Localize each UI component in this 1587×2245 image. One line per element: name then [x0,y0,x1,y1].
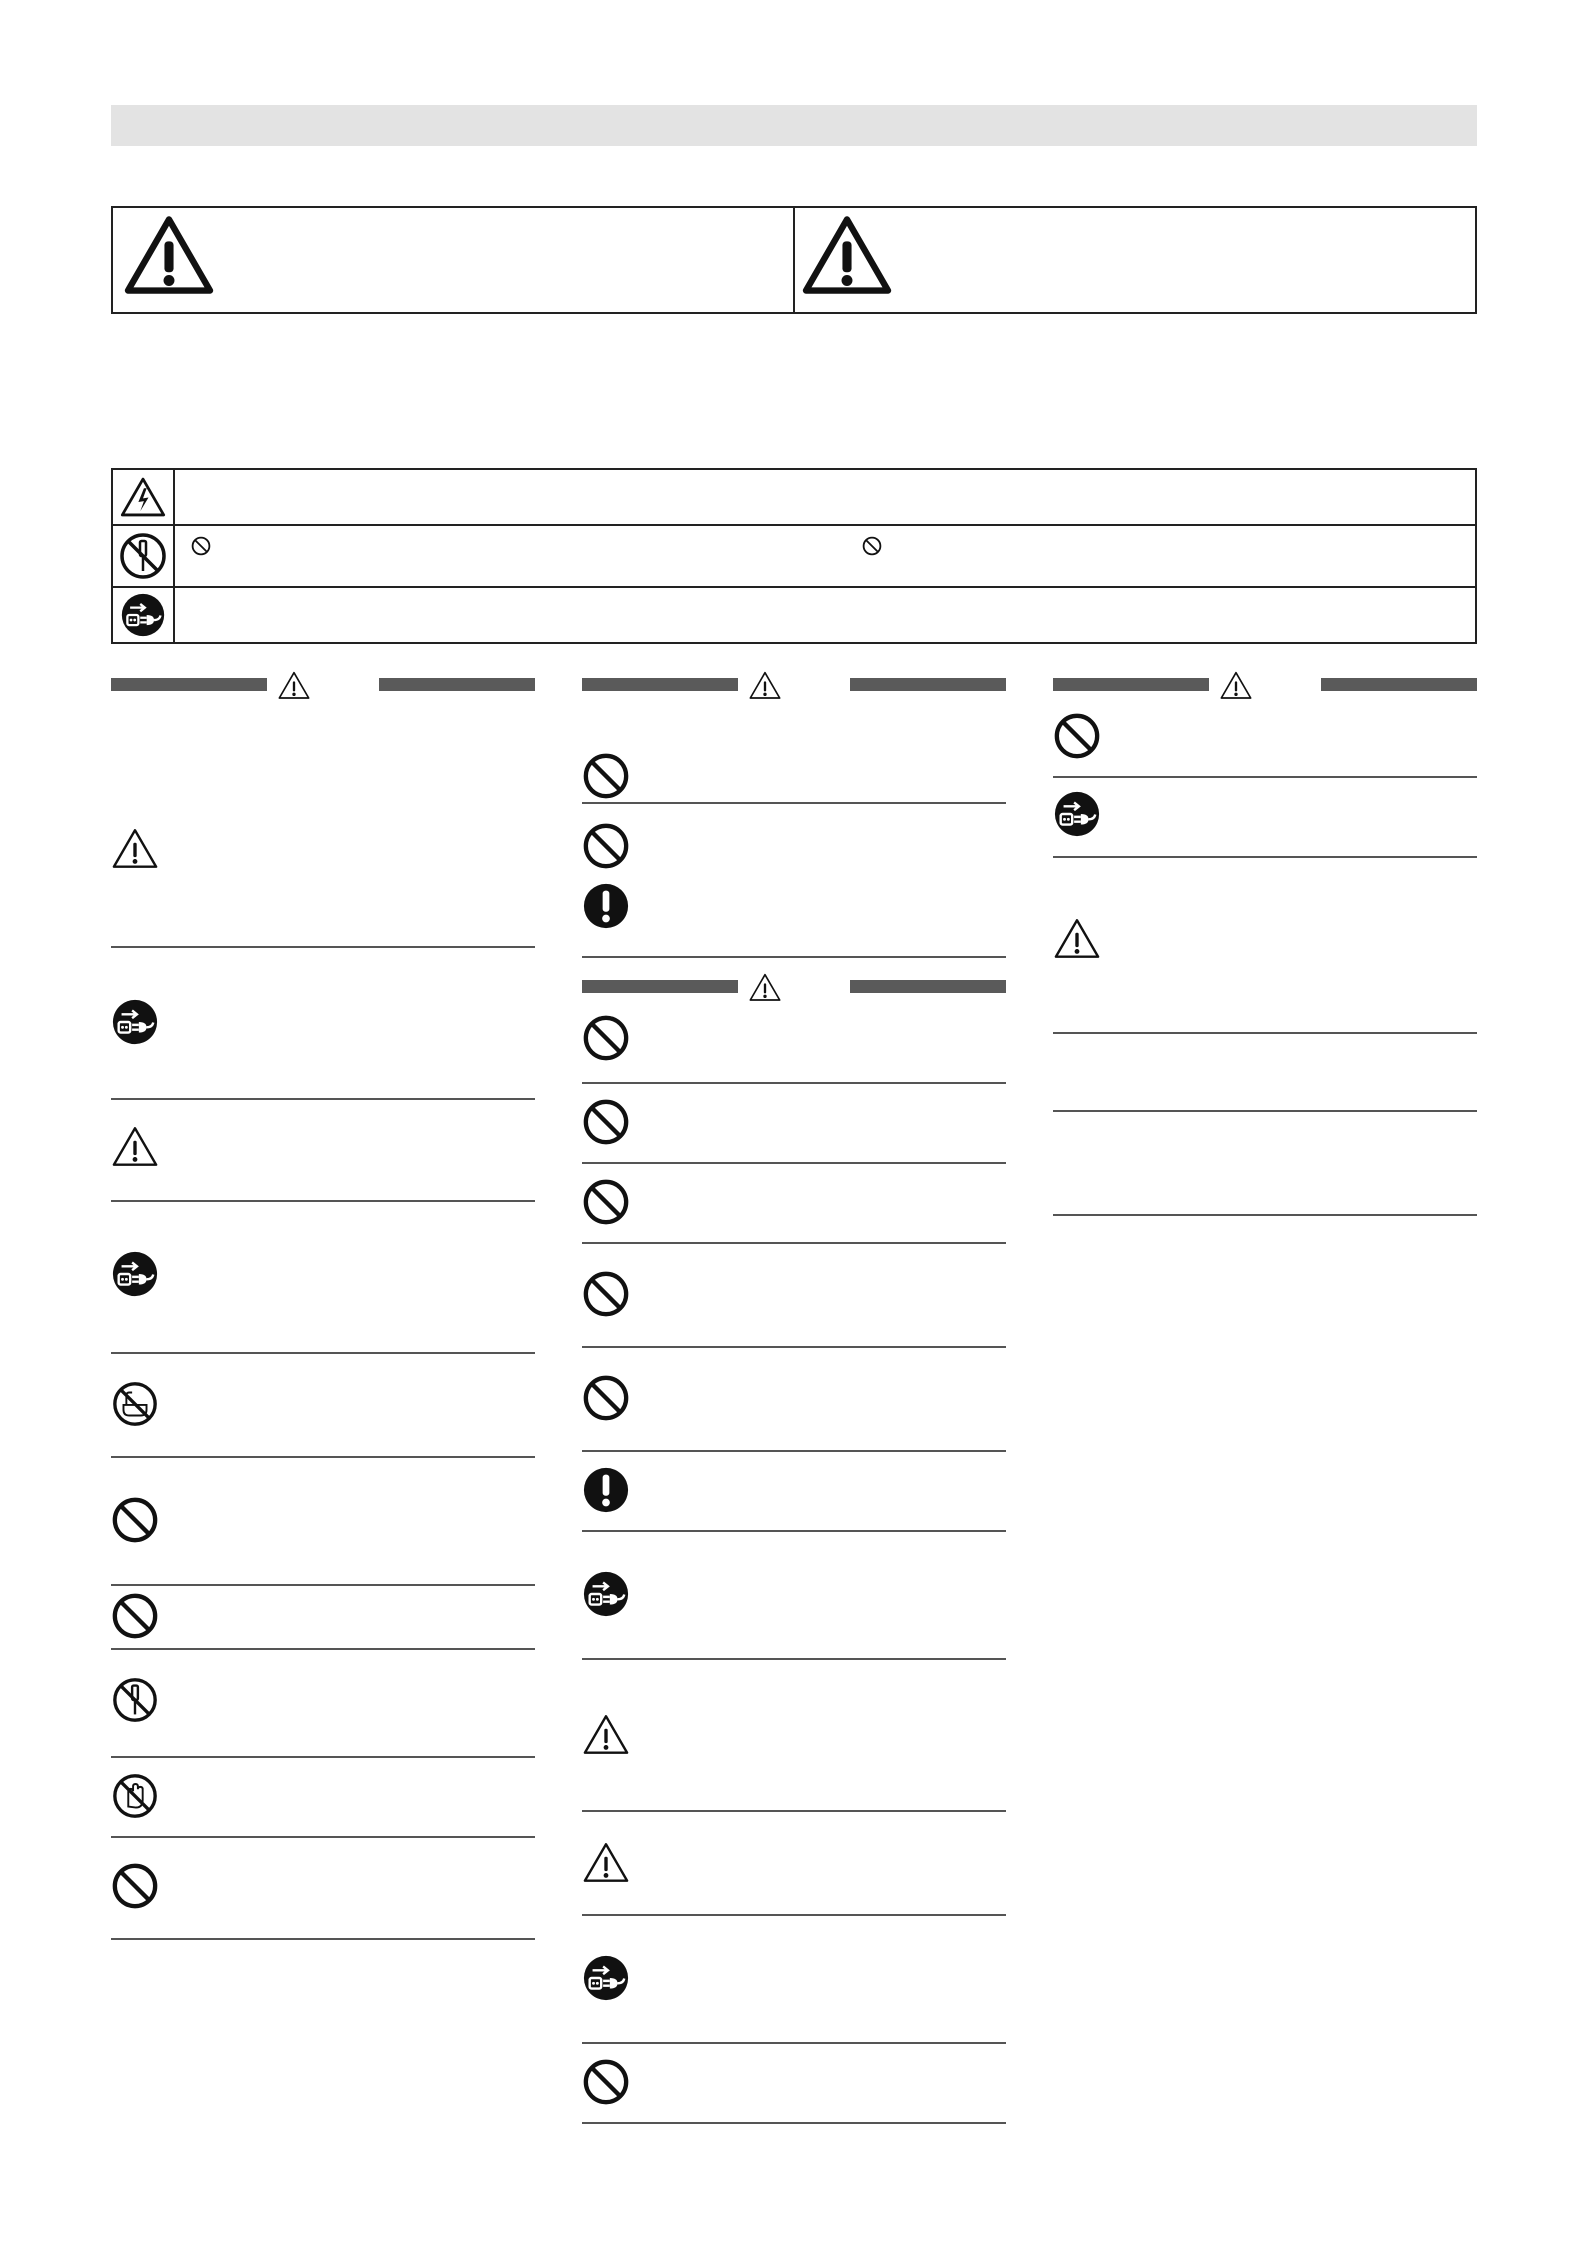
warning-triangle-icon [801,214,893,296]
warning-column-1 [111,670,535,1940]
list-item [111,1354,535,1458]
unplug-icon [120,592,166,638]
column-heading [1053,670,1477,700]
list-item [111,1650,535,1758]
list-item [582,1452,1006,1532]
warning-triangle-icon [746,670,784,700]
warning-triangle-icon [746,972,784,1002]
list-item [582,700,1006,804]
list-item [111,948,535,1100]
prohibited-icon [582,752,630,800]
legend-row-prohibited [111,524,1477,588]
list-item [111,1586,535,1650]
list-item [582,1348,1006,1452]
list-item [111,1458,535,1586]
list-item [111,1100,535,1202]
electric-shock-icon [120,476,166,518]
legend-row-shock [111,468,1477,526]
unplug-icon [111,998,159,1046]
list-item [1053,778,1477,858]
list-item [111,1758,535,1838]
no-disassembly-icon [118,531,168,581]
mandatory-action-icon [582,1466,630,1514]
prohibited-icon [582,2058,630,2106]
warning-triangle-icon [1217,670,1255,700]
list-item [582,1002,1006,1084]
section-header-bar [111,105,1477,146]
list-item [1053,1034,1477,1112]
caution-triangle-icon [111,824,159,872]
legend-row-unplug [111,586,1477,644]
list-item [111,1202,535,1354]
prohibited-icon [111,1592,159,1640]
warning-column-3 [1053,670,1477,1216]
list-item [1053,858,1477,1034]
prohibited-icon [582,1014,630,1062]
column-heading [111,670,535,700]
unplug-icon [1053,790,1101,838]
list-item [1053,700,1477,778]
prohibited-icon [582,1098,630,1146]
list-item [111,700,535,948]
prohibited-icon [111,1496,159,1544]
list-item [582,1084,1006,1164]
no-wet-hands-icon [111,1772,159,1820]
caution-triangle-icon [111,1122,159,1170]
warning-column-2 [582,670,1006,2124]
prohibited-small-icon [191,536,211,556]
list-item [582,1812,1006,1916]
list-item [582,1916,1006,2044]
no-disassembly-icon [111,1676,159,1724]
unplug-icon [582,1954,630,2002]
list-item [1053,1112,1477,1216]
list-item [582,1660,1006,1812]
caution-triangle-icon [1053,914,1101,962]
caution-triangle-icon [582,1838,630,1886]
prohibited-icon [582,822,630,870]
prohibited-icon [1053,712,1101,760]
list-item [582,2044,1006,2124]
no-bath-icon [111,1380,159,1428]
unplug-icon [582,1570,630,1618]
column-heading [582,670,1006,700]
list-item [582,1532,1006,1660]
prohibited-icon [582,1178,630,1226]
list-item [111,1838,535,1940]
signal-box-warning [113,208,795,312]
mandatory-action-icon [582,882,630,930]
signal-word-table [111,206,1477,314]
prohibited-icon [582,1270,630,1318]
list-item [582,1244,1006,1348]
list-item [582,1164,1006,1244]
warning-triangle-icon [275,670,313,700]
list-item [582,804,1006,958]
caution-triangle-icon [582,1710,630,1758]
unplug-icon [111,1250,159,1298]
column-subheading [582,972,1006,1002]
signal-box-caution [795,208,1475,312]
warning-triangle-icon [123,214,215,296]
prohibited-icon [111,1862,159,1910]
prohibited-small-icon [862,536,882,556]
prohibited-icon [582,1374,630,1422]
